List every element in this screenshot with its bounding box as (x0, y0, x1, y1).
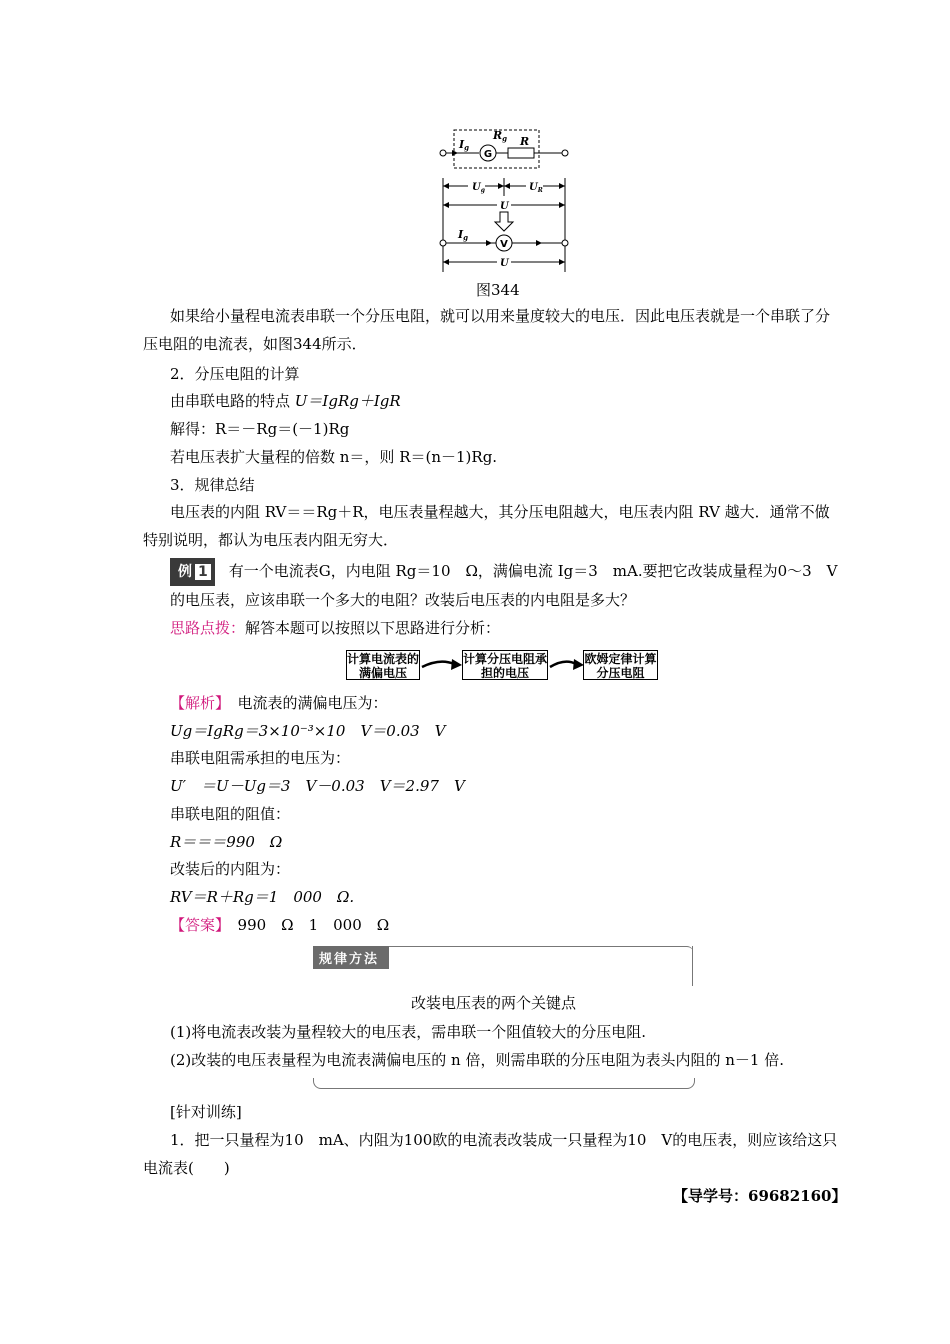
answer-label: 【答案】 (170, 916, 223, 934)
solution-l7: 改装后的内阻为： (170, 860, 291, 878)
flow-step-1: 计算电流表的满偏电压 (347, 652, 420, 680)
flow-arrow-icon (550, 662, 576, 667)
svg-text:Ig: Ig (458, 228, 469, 242)
hint-label: 思路点拨： (170, 619, 246, 637)
rg-label: R (493, 129, 503, 142)
method-tag: 规律方法 (313, 946, 389, 969)
ig-label: I (459, 138, 465, 151)
solution-l3: 串联电阻需承担的电压为： (170, 749, 351, 767)
flow-step-3: 欧姆定律计算分压电阻 (584, 652, 657, 680)
solution-l5: 串联电阻的阻值： (170, 805, 291, 823)
method-point-2: (2)改装的电压表量程为电流表满偏电压的 n 倍，则需串联的分压电阻为表头内阻的 n－1 倍. (170, 1051, 784, 1069)
section2-title: 2．分压电阻的计算 (170, 365, 300, 383)
method-frame-bottom (313, 1078, 695, 1089)
r-label: R (520, 135, 530, 148)
ug-label: U (472, 182, 481, 193)
u-label-2: U (500, 258, 509, 269)
ig-label-2: I (458, 228, 464, 241)
solution-l8: RV＝R＋Rg＝1 000 Ω. (170, 888, 355, 906)
solution-l6: R＝＝＝990 Ω (170, 833, 283, 851)
section3-title: 3．规律总结 (170, 476, 255, 494)
figure-caption: 图344 (476, 281, 520, 299)
solution-label: 【解析】 (170, 694, 223, 712)
solution-l4: U′ ＝U－Ug＝3 V－0.03 V＝2.97 V (170, 777, 465, 795)
answer-line: 【答案】 990 Ω 1 000 Ω (170, 916, 390, 934)
section3-paragraph: 电压表的内阻 RV＝＝Rg＋R，电压表量程越大，其分压电阻越大，电压表内阻 RV 越大．通常不做特别说明，都认为电压表内阻无穷大． (143, 503, 830, 549)
intro-paragraph: 如果给小量程电流表串联一个分压电阻，就可以用来量度较大的电压．因此电压表就是一个串联了分压电阻的电流表，如图344所示． (143, 307, 831, 353)
reference-number: 【导学号：69682160】 (673, 1187, 847, 1205)
solution-l2: Ug＝IgRg＝3×10⁻³×10 V＝0.03 V (170, 722, 446, 740)
svg-text:Rg: Rg (493, 129, 508, 143)
ur-label: U (529, 182, 538, 193)
section2-line2: 解得：R＝－Rg＝(－1)Rg (170, 420, 350, 438)
u-label-1: U (500, 201, 509, 212)
voltmeter-label: V (500, 239, 508, 250)
example-tag: 例 1 (170, 558, 215, 586)
svg-text:Ig: Ig (459, 138, 470, 152)
flow-step-2: 计算分压电阻承担的电压 (463, 652, 548, 680)
section2-line3: 若电压表扩大量程的倍数 n＝，则 R＝(n－1)Rg. (170, 448, 498, 466)
method-point-1: (1)将电流表改装为量程较大的电压表，需串联一个阻值较大的分压电阻. (170, 1023, 647, 1041)
example-paragraph: 例 1 有一个电流表G，内电阻 Rg＝10 Ω，满偏电流 Ig＝3 mA.要把它改装成量程为0～3 V的电压表，应该串联一个多大的电阻？改装后电压表的内电阻是多大？ (170, 557, 842, 614)
method-title: 改装电压表的两个关键点 (411, 994, 577, 1012)
solution-header: 【解析】 电流表的满偏电压为： (170, 694, 388, 712)
svg-text:UR: $U_R$ (529, 182, 543, 194)
section2-line1: 由串联电路的特点 U＝IgRg＋IgR (170, 392, 401, 410)
training-question-1: 1．把一只量程为10 mA、内阻为100欧的电流表改装成一只量程为10 V的电压表，则应该给这只电流表( ) (143, 1131, 838, 1177)
svg-text:Ug: $U_g$ (472, 182, 485, 194)
training-title: [针对训练] (170, 1103, 242, 1121)
hint-line: 思路点拨：解答本题可以按照以下思路进行分析： (170, 619, 501, 637)
flow-arrow-icon (422, 662, 454, 667)
galvanometer-label: G (483, 149, 493, 160)
